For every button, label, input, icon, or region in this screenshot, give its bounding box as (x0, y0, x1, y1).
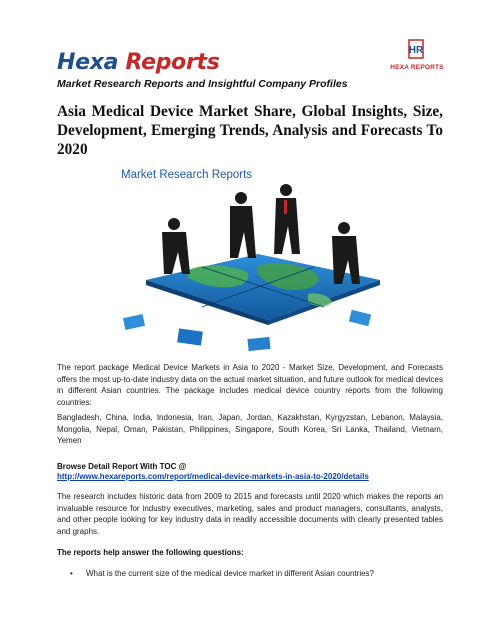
logo-monogram: HR (408, 45, 424, 56)
hexa-reports-logo (384, 38, 448, 78)
intro-paragraph: The report package Medical Device Markets in Asia to 2020 - Market Size, Development, and Forecasts offers the most up-to-date industry data on the actual market situation, and future outlook for medical devices in different Asian countries. The package includes medical device country reports from the following countries: (57, 363, 443, 407)
research-paragraph: The research includes historic data from 2009 to 2015 and forecasts until 2020 which makes the reports an invaluable resource for industry executives, marketing, sales and product managers, consultants, analysts, and other people looking for key industry data in readily accessible documents with clearly presented tables and graphs. (57, 492, 443, 536)
brand-name-part2: Reports (125, 50, 220, 75)
hero-image (118, 162, 388, 354)
brand-tagline: Market Research Reports and Insightful Company Profiles (57, 78, 348, 90)
puzzle-piece (123, 314, 145, 330)
brand-name-part1: Hexa (57, 50, 119, 75)
list-item-text: What is the current size of the medical device market in different Asian countries? (86, 569, 374, 578)
puzzle-piece (247, 337, 270, 351)
report-title: Asia Medical Device Market Share, Global Insights, Size, Development, Emerging Trends, Analysis and Forecasts To 2020 (57, 103, 443, 158)
puzzle-piece (177, 328, 203, 345)
bullet-icon: • (70, 569, 73, 578)
logo-text: HEXA REPORTS (390, 64, 444, 71)
browse-heading: Browse Detail Report With TOC @ (57, 462, 187, 471)
questions-heading: The reports help answer the following questions: (57, 548, 244, 557)
brand-name (57, 50, 220, 75)
report-details-link[interactable]: http://www.hexareports.com/report/medical-device-markets-in-asia-to-2020/details (57, 472, 369, 481)
puzzle-piece (349, 310, 371, 326)
hero-caption: Market Research Reports (121, 169, 253, 181)
countries-paragraph: Bangladesh, China, India, Indonesia, Iran, Japan, Jordan, Kazakhstan, Kyrgyzstan, Lebanon, Malaysia, Mongolia, Nepal, Oman, Pakistan, Philippines, Singapore, South Korea, Sri Lanka, Thailand, Vietnam, Yemen (57, 413, 443, 445)
